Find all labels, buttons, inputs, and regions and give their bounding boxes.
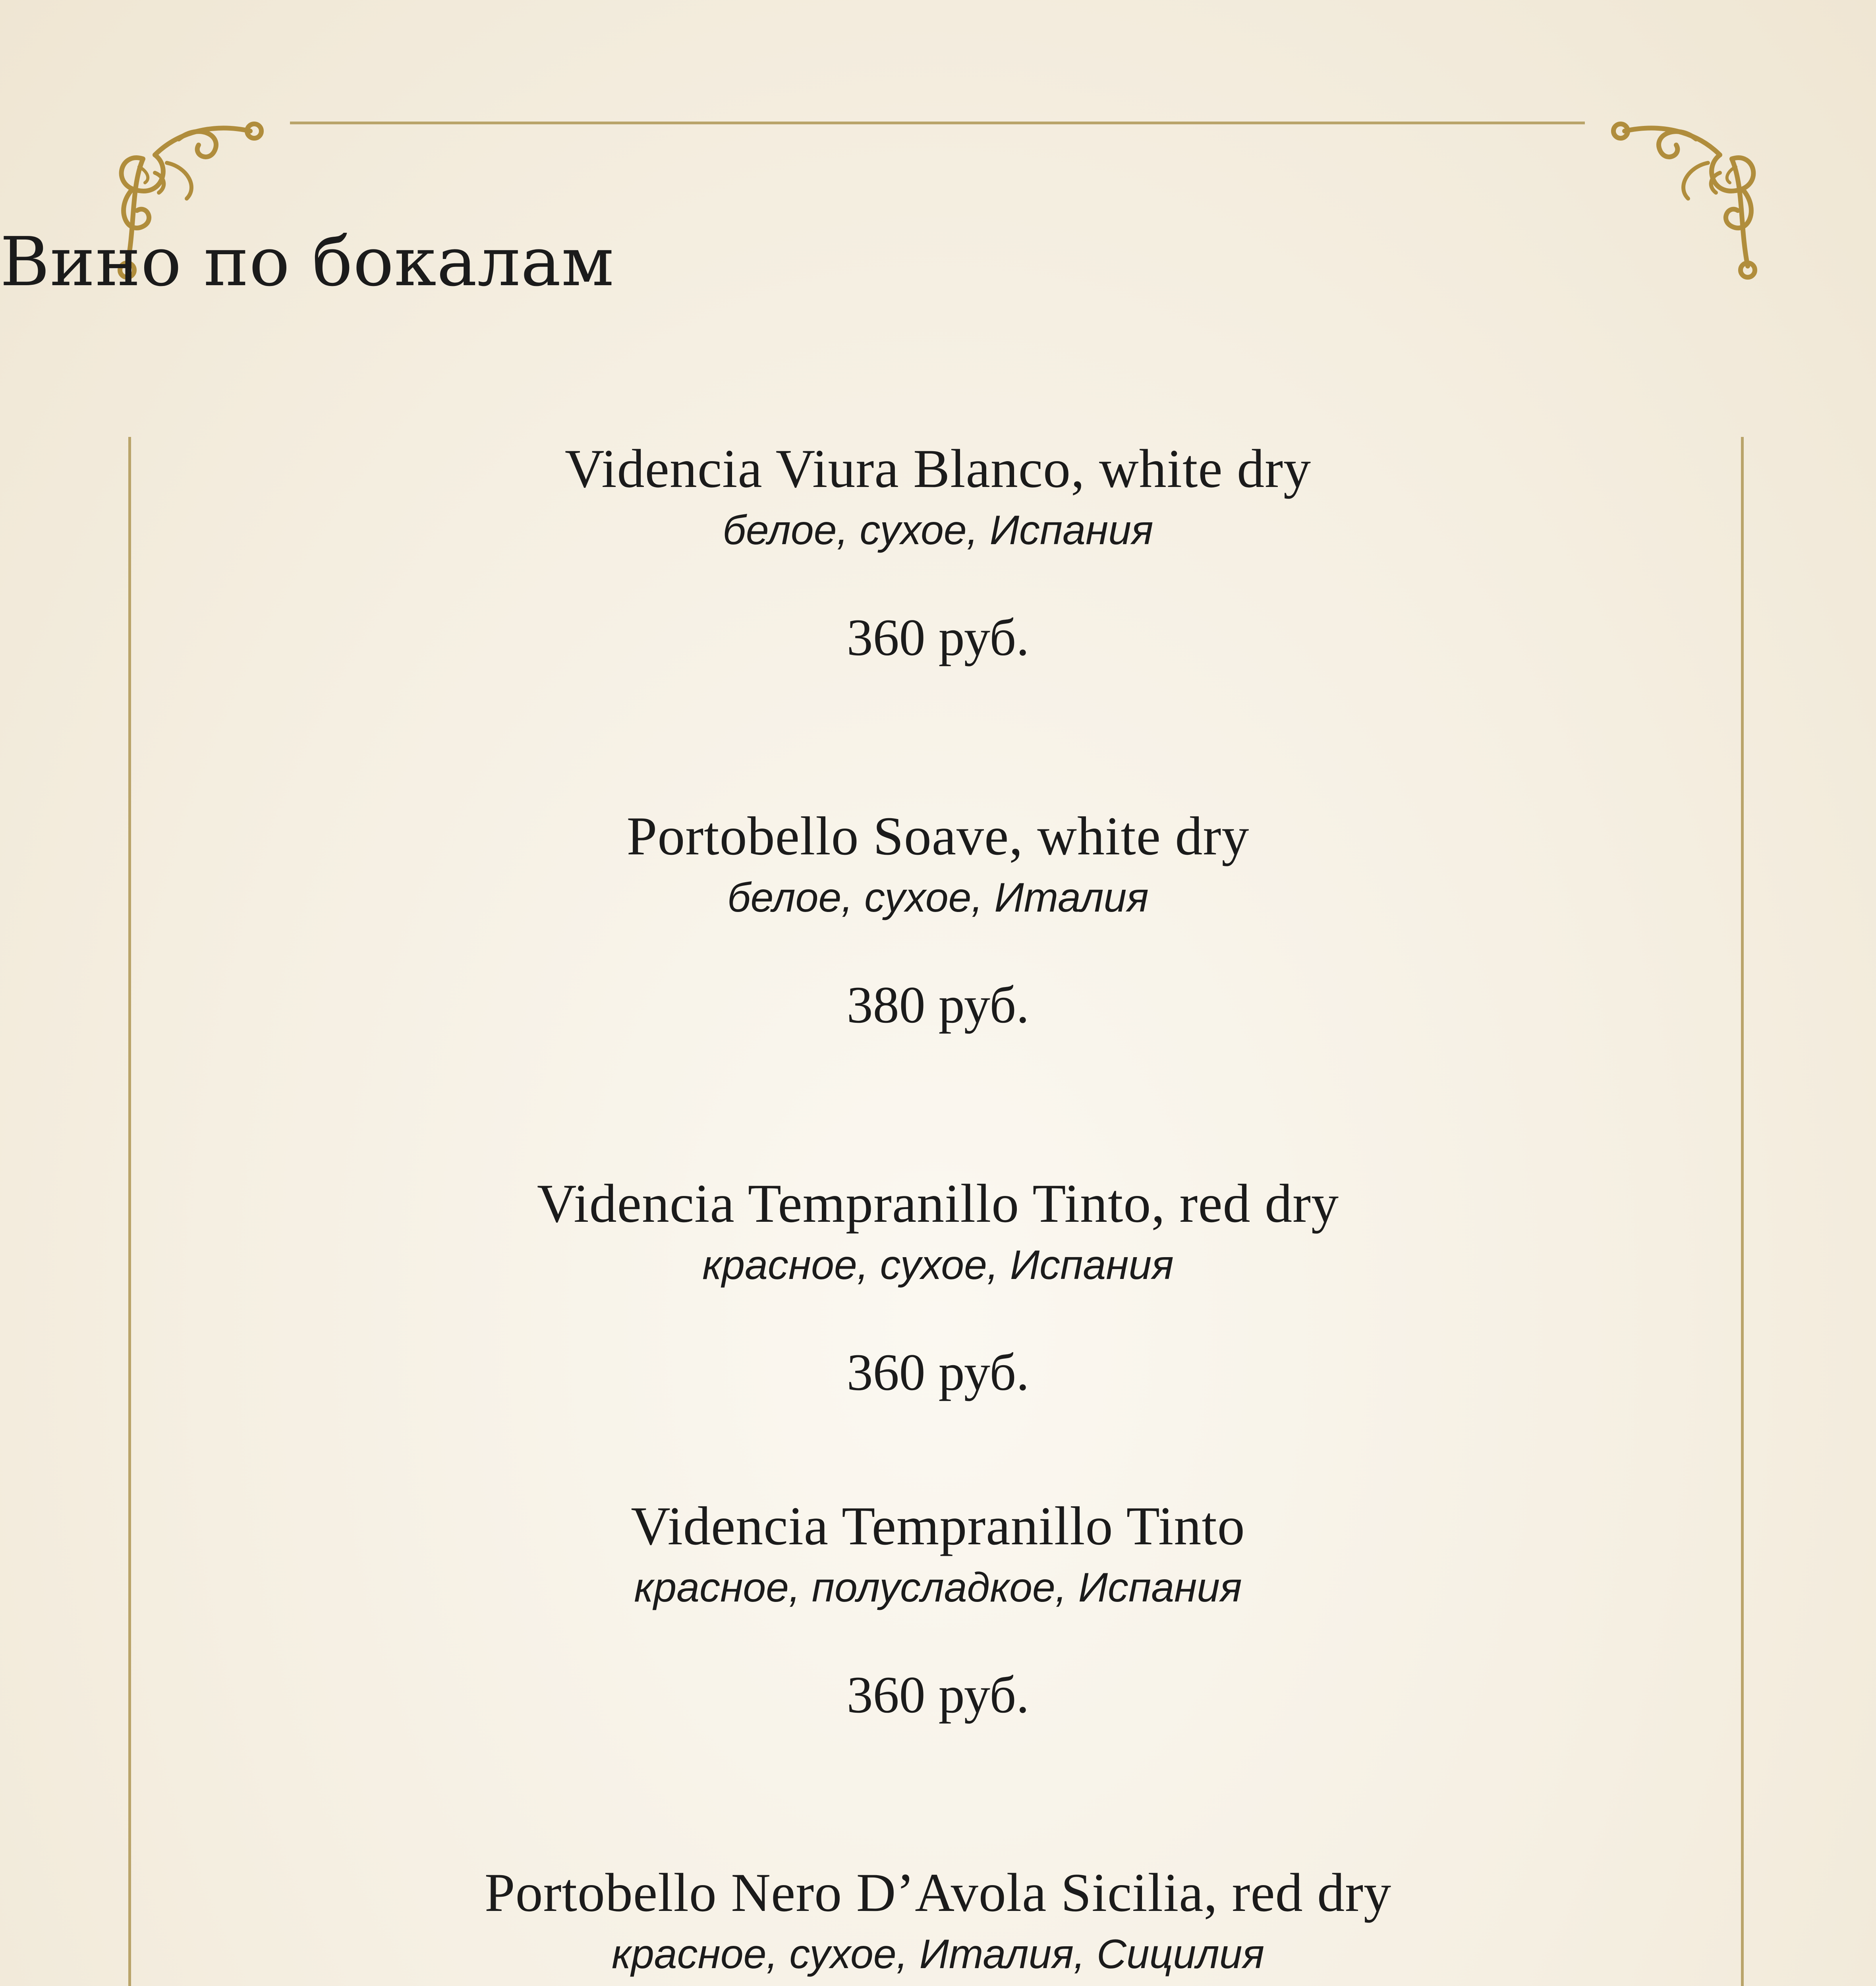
wine-item-2 [0, 804, 1876, 1035]
wine-description: красное, сухое, Италия, Сицилия [611, 1931, 1265, 1977]
wine-name: Videncia Tempranillo Tinto, red dry [537, 1173, 1339, 1234]
wine-name: Videncia Tempranillo Tinto [631, 1495, 1245, 1556]
wine-description: белое, сухое, Италия [727, 875, 1149, 921]
wine-item-3 [0, 1172, 1876, 1402]
wine-name: Portobello Nero D’Avola Sicilia, red dry [484, 1862, 1392, 1923]
wine-item-4 [0, 1494, 1876, 1725]
wine-item-5 [0, 1861, 1876, 1986]
wine-price: 360 руб. [846, 1665, 1030, 1724]
wine-price: 360 руб. [846, 608, 1030, 667]
wine-name: Videncia Viura Blanco, white dry [564, 438, 1312, 499]
page-title: Вино по бокалам [0, 223, 614, 301]
wine-description: белое, сухое, Испания [723, 507, 1153, 553]
wine-price: 360 руб. [846, 1343, 1030, 1401]
wine-item-1 [0, 437, 1876, 667]
wine-description: красное, полусладкое, Испания [634, 1565, 1242, 1611]
wine-description: красное, сухое, Испания [702, 1242, 1174, 1288]
wine-name: Portobello Soave, white dry [626, 806, 1250, 866]
wine-price: 380 руб. [846, 976, 1030, 1034]
top-border-line [290, 122, 1585, 124]
